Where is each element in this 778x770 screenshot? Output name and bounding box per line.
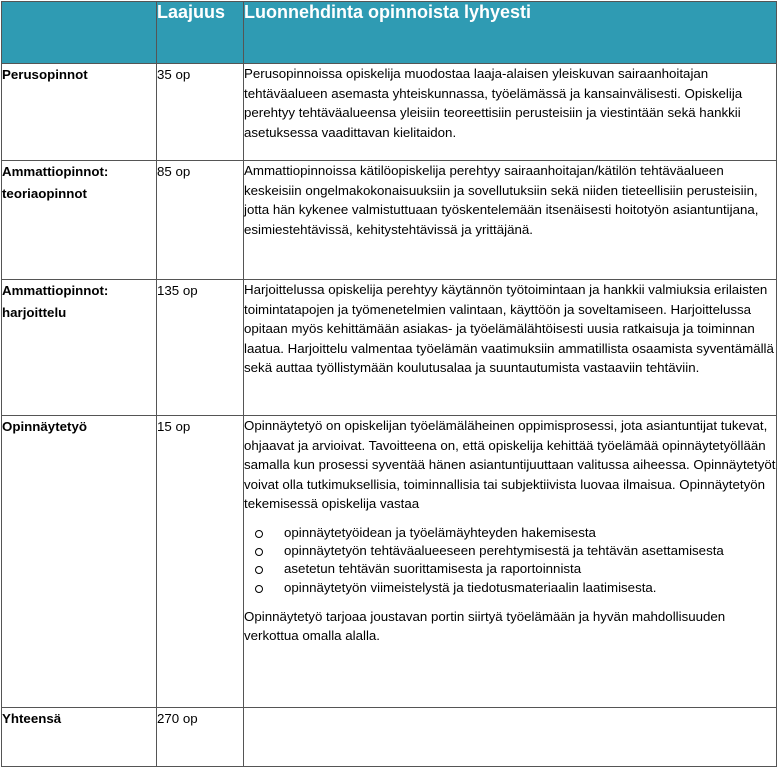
study-description: Harjoittelussa opiskelija perehtyy käytännön työtoimintaan ja hankkii valmiuksia erilaisten toimintatapojen ja työmenetelmien valintaan, käyttöön ja soveltamiseen. Harjoittelussa opitaan myös kehittämään asiakas- ja työelämälähtöisesti uusia ratkaisuja ja toiminnan laatua. Harjoittelu valmentaa työelämän vaatimuksiin ammatillista osaamista syventämällä sekä auttaa työllistymään koulutusalaa ja suuntautumista vastaaviin tehtäviin. [244,282,774,376]
list-item [244,524,776,542]
table-row [2,161,777,280]
list-item [244,560,776,578]
study-scope: 35 op [157,64,244,161]
circle-bullet-icon [255,585,263,593]
study-name: Opinnäytetyö [2,419,87,434]
responsibility-list [244,524,776,597]
study-name-line2: teoriaopinnot [2,186,87,201]
study-description-cell [244,280,777,416]
study-description-cell [244,416,777,708]
list-item-text: opinnäytetyön viimeistelystä ja tiedotusmateriaalin laatimisesta. [284,579,657,595]
list-item-text: opinnäytetyön tehtäväalueeseen perehtymisestä ja tehtävän asettamisesta [284,543,724,559]
circle-bullet-icon [255,548,263,556]
header-empty-cell [2,2,157,64]
total-scope: 270 op [157,708,244,767]
study-scope: 15 op [157,416,244,708]
table-row [2,64,777,161]
study-description: Perusopinnoissa opiskelija muodostaa laaja-alaisen yleiskuvan sairaanhoitajan tehtäväalueen asemasta yhteiskunnassa, työelämässä ja kansainvälisesti. Opiskelija perehtyy tehtäväalueensa yleisiin teoreettisiin perusteisiin ja viestintään sekä hankkii asetuksessa vaadittavan kielitaidon. [244,66,743,140]
study-name-cell [2,416,157,708]
total-label: Yhteensä [2,711,62,726]
study-name: Ammattiopinnot: [2,283,109,298]
header-row [2,2,777,64]
list-item-text: asetetun tehtävän suorittamisesta ja raportoinnista [284,561,582,577]
study-description-cell [244,161,777,280]
circle-bullet-icon [255,530,263,538]
list-item-text: opinnäytetyöidean ja työelämäyhteyden hakemisesta [284,524,596,540]
table-row [2,280,777,416]
list-item [244,542,776,560]
header-description: Luonnehdinta opinnoista lyhyesti [244,2,777,64]
table-row [2,416,777,708]
study-description-cell [244,64,777,161]
study-name-cell [2,161,157,280]
list-item [244,579,776,597]
header-scope: Laajuus [157,2,244,64]
study-scope: 135 op [157,280,244,416]
total-description [244,708,777,767]
study-name: Ammattiopinnot: [2,164,109,179]
table-row-total [2,708,777,767]
studies-table [1,1,777,767]
study-name-cell [2,280,157,416]
total-label-cell [2,708,157,767]
study-description: Ammattiopinnoissa kätilöopiskelija perehtyy sairaanhoitajan/kätilön tehtäväalueen keskeisiin ongelmakokonaisuuksiin ja sovellutuksiin sekä niiden tieteellisiin perusteisiin, jotta hän kykenee valmistuttuaan työskentelemään itsenäisesti hoitotyön asiantuntijana, esimiestehtävissä, kehitystehtävissä ja yrittäjänä. [244,163,759,237]
circle-bullet-icon [255,566,263,574]
study-name: Perusopinnot [2,67,88,82]
study-description: Opinnäytetyö on opiskelijan työelämäläheinen oppimisprosessi, jota asiantuntijat tukevat, ohjaavat ja arvioivat. Tavoitteena on, että opiskelija kehittää työelämää opinnäytetyöllään samalla kun prosessi syventää hänen asiantuntijuuttaan valitussa aiheessa. Opinnäytetyöt voivat olla tutkimuksellisia, toiminnallisia tai subjektiivista luovaa ilmaisua. Opinnäytetyön tekemisessä opiskelija vastaa [244,418,776,512]
study-closing-text: Opinnäytetyö tarjoaa joustavan portin siirtyä työelämään ja hyvän mahdollisuuden verkottua omalla alalla. [244,608,726,644]
study-name-cell [2,64,157,161]
study-name-line2: harjoittelu [2,305,67,320]
study-scope: 85 op [157,161,244,280]
